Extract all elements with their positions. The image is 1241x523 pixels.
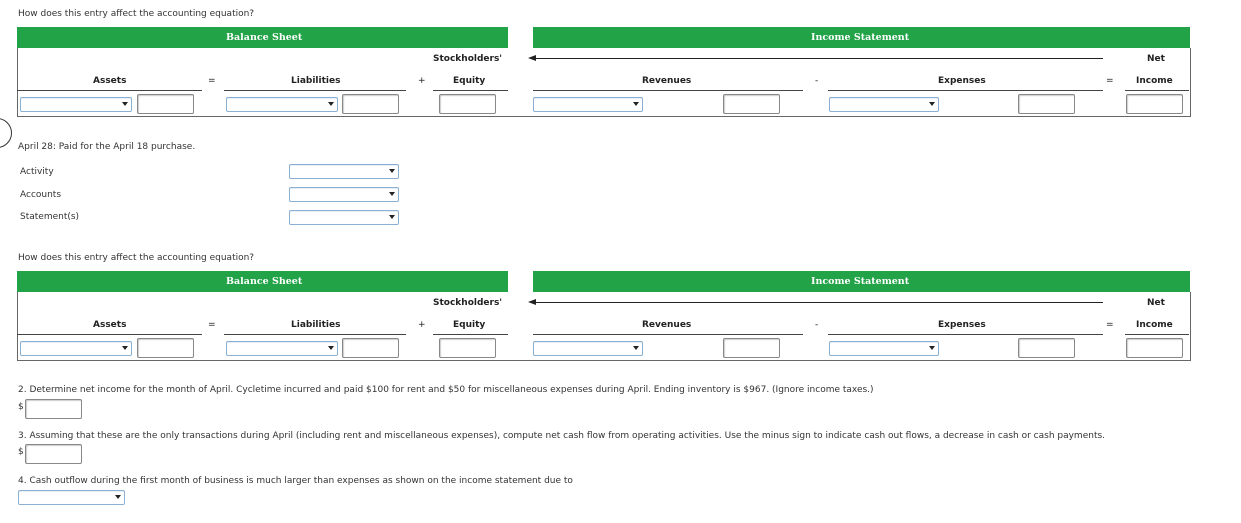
revenues-select[interactable] xyxy=(533,341,643,356)
assets-label: Assets xyxy=(93,76,127,86)
assets-amount-input[interactable] xyxy=(137,338,194,358)
arrow-line xyxy=(536,302,1103,303)
chevron-down-icon xyxy=(122,102,128,106)
expenses-amount-input[interactable] xyxy=(1018,94,1075,114)
part-2-question: 2. Determine net income for the month of April. Cycletime incurred and paid $100 for rent and $50 for miscellaneous expenses during April. Ending inventory is $967. (Ignore income taxes.) xyxy=(18,385,874,395)
chevron-down-icon xyxy=(389,169,395,173)
equity-label: Equity xyxy=(453,76,486,86)
revenues-label: Revenues xyxy=(642,320,692,330)
arrow-line xyxy=(536,58,1103,59)
minus-sign: - xyxy=(815,76,819,86)
chevron-down-icon xyxy=(328,346,334,350)
assets-label: Assets xyxy=(93,320,127,330)
divider xyxy=(1125,334,1189,335)
equity-amount-input[interactable] xyxy=(439,94,496,114)
chevron-down-icon xyxy=(633,102,639,106)
equals-sign-2: = xyxy=(1106,76,1114,86)
revenues-label: Revenues xyxy=(642,76,692,86)
income-label: Income xyxy=(1136,320,1173,330)
divider xyxy=(224,90,406,91)
chevron-down-icon xyxy=(929,102,935,106)
chevron-down-icon xyxy=(328,102,334,106)
net-label: Net xyxy=(1147,298,1165,308)
equals-sign: = xyxy=(208,76,216,86)
liabilities-label: Liabilities xyxy=(291,76,341,86)
liabilities-amount-input[interactable] xyxy=(342,338,399,358)
income-statement-header xyxy=(533,27,1190,48)
expenses-label: Expenses xyxy=(938,76,986,86)
divider xyxy=(224,334,406,335)
income-label: Income xyxy=(1136,76,1173,86)
income-statement-label: Income Statement xyxy=(811,32,910,43)
chevron-down-icon xyxy=(389,215,395,219)
expenses-amount-input[interactable] xyxy=(1018,338,1075,358)
revenues-amount-input[interactable] xyxy=(723,338,780,358)
statements-select[interactable] xyxy=(289,210,399,225)
accounts-label: Accounts xyxy=(20,190,62,200)
dollar-sign: $ xyxy=(18,402,24,412)
stockholders-label: Stockholders' xyxy=(433,298,503,308)
divider xyxy=(533,334,803,335)
accounts-select[interactable] xyxy=(289,187,399,202)
dollar-sign: $ xyxy=(18,447,24,457)
equals-sign-2: = xyxy=(1106,320,1114,330)
chevron-down-icon xyxy=(929,346,935,350)
chevron-down-icon xyxy=(115,495,121,499)
net-income-answer-input[interactable] xyxy=(25,399,82,419)
balance-sheet-label: Balance Sheet xyxy=(226,276,303,287)
balance-sheet-label: Balance Sheet xyxy=(226,32,303,43)
divider xyxy=(17,90,202,91)
question-1: How does this entry affect the accounting equation? xyxy=(18,9,255,19)
expenses-select[interactable] xyxy=(829,341,939,356)
divider xyxy=(17,334,202,335)
stockholders-label: Stockholders' xyxy=(433,54,503,64)
chevron-down-icon xyxy=(122,346,128,350)
part-4-question: 4. Cash outflow during the first month of business is much larger than expenses as shown on the income statement due to xyxy=(18,476,573,486)
plus-sign: + xyxy=(418,76,426,86)
net-income-input[interactable] xyxy=(1126,94,1183,114)
liabilities-select[interactable] xyxy=(226,341,338,356)
chevron-down-icon xyxy=(389,192,395,196)
divider xyxy=(1125,90,1189,91)
assets-select[interactable] xyxy=(20,97,132,112)
income-statement-header xyxy=(533,271,1190,292)
equals-sign: = xyxy=(208,320,216,330)
entry-title: April 28: Paid for the April 18 purchase. xyxy=(18,142,196,152)
arrow-left-icon xyxy=(528,299,536,305)
assets-select[interactable] xyxy=(20,341,132,356)
liabilities-select[interactable] xyxy=(226,97,338,112)
equity-amount-input[interactable] xyxy=(439,338,496,358)
divider xyxy=(828,90,1103,91)
expenses-label: Expenses xyxy=(938,320,986,330)
divider xyxy=(433,90,508,91)
divider xyxy=(533,90,803,91)
net-cash-flow-input[interactable] xyxy=(25,444,82,464)
minus-sign: - xyxy=(815,320,819,330)
arrow-left-icon xyxy=(528,55,536,61)
liabilities-label: Liabilities xyxy=(291,320,341,330)
chevron-down-icon xyxy=(633,346,639,350)
revenues-amount-input[interactable] xyxy=(723,94,780,114)
collapse-circle-icon xyxy=(0,118,12,148)
divider xyxy=(433,334,508,335)
income-statement-label: Income Statement xyxy=(811,276,910,287)
equity-label: Equity xyxy=(453,320,486,330)
part-3-question: 3. Assuming that these are the only transactions during April (including rent and miscellaneous expenses), compute net cash flow from operating activities. Use the minus sign to indicate cash out flows, a decrease in cash or cash payments. xyxy=(18,431,1106,441)
plus-sign: + xyxy=(418,320,426,330)
revenues-select[interactable] xyxy=(533,97,643,112)
statements-label: Statement(s) xyxy=(20,212,80,222)
cash-outflow-reason-select[interactable] xyxy=(18,490,125,505)
net-income-input[interactable] xyxy=(1126,338,1183,358)
question-2: How does this entry affect the accounting equation? xyxy=(18,253,255,263)
activity-label: Activity xyxy=(20,167,54,177)
net-label: Net xyxy=(1147,54,1165,64)
liabilities-amount-input[interactable] xyxy=(342,94,399,114)
balance-sheet-header xyxy=(17,27,508,48)
divider xyxy=(828,334,1103,335)
balance-sheet-header xyxy=(17,271,508,292)
assets-amount-input[interactable] xyxy=(137,94,194,114)
expenses-select[interactable] xyxy=(829,97,939,112)
activity-select[interactable] xyxy=(289,164,399,179)
